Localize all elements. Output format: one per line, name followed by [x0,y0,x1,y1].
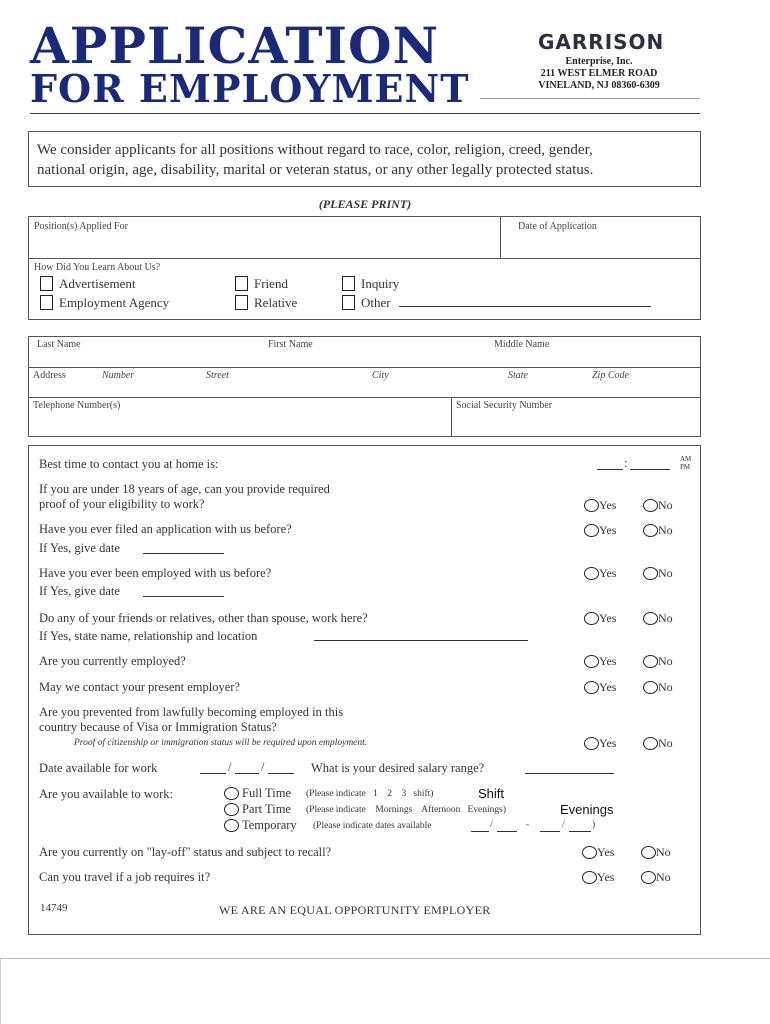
notice-line-1: We consider applicants for all positions without regard to race, color, religion, creed, gender, [37,142,593,158]
travel-no-label: No [656,870,671,884]
inquiry-label: Inquiry [361,276,400,291]
friends-no-label: No [658,611,673,625]
scan-edge-line [0,958,770,959]
employed-date-label: If Yes, give date [39,584,120,598]
full-time-value[interactable]: Shift [478,786,505,801]
prevented-yes-radio[interactable] [584,737,599,750]
question-contact-employer: May we contact your present employer? [39,680,240,694]
employed-before-yes-label: Yes [599,566,617,580]
option-advertisement[interactable] [40,276,136,296]
other-input-line[interactable] [399,306,651,307]
last-name-label: Last Name [37,339,81,350]
question-under-18-line1: If you are under 18 years of age, can you provide required [39,482,330,496]
question-employed-before: Have you ever been employed with us before? [39,566,272,580]
friend-checkbox[interactable] [235,276,248,291]
temporary-note: (Please indicate dates available [313,821,432,831]
date-available-slash-2: / [261,760,265,774]
position-row-line [28,258,701,259]
employed-before-no-label: No [658,566,673,580]
question-currently-employed: Are you currently employed? [39,654,186,668]
position-field[interactable] [34,234,494,256]
number-label: Number [102,370,135,381]
temp-slash-1: / [490,820,493,830]
other-checkbox[interactable] [342,295,355,310]
notice-box [28,131,701,187]
employed-before-yes-radio[interactable] [584,567,599,580]
option-friend[interactable] [235,276,288,296]
friends-yes-radio[interactable] [584,612,599,625]
advertisement-checkbox[interactable] [40,276,53,291]
learn-about-label: How Did You Learn About Us? [34,262,161,273]
currently-employed-no-radio[interactable] [643,655,658,668]
contact-employer-no-label: No [658,680,673,694]
temp-dash: - [526,820,530,830]
layoff-no-label: No [656,845,671,859]
currently-employed-yes-label: Yes [599,654,617,668]
date-application-field[interactable] [506,234,696,256]
temporary-label: Temporary [242,818,297,832]
under-18-yes-label: Yes [599,498,617,512]
under-18-no-radio[interactable] [643,499,658,512]
question-filed-before: Have you ever filed an application with us before? [39,522,292,536]
company-street: 211 WEST ELMER ROAD [540,68,658,79]
city-label: City [372,370,389,381]
am-label[interactable]: AM [680,455,692,463]
company-city: VINELAND, NJ 08360-6309 [538,80,660,91]
available-to-work-label: Are you available to work: [39,787,173,801]
header-divider [30,113,700,114]
travel-no-radio[interactable] [641,871,656,884]
filed-date-label: If Yes, give date [39,541,120,555]
please-print: (PLEASE PRINT) [318,197,412,211]
part-time-radio[interactable] [224,803,239,816]
full-time-label: Full Time [242,786,291,800]
title-for-employment: FOR EMPLOYMENT [30,66,470,111]
prevented-no-radio[interactable] [643,737,658,750]
employed-date-line[interactable] [143,596,224,597]
form-number: 14749 [40,902,68,914]
best-time-minute-line[interactable] [630,469,670,470]
company-logo: GARRISON [538,30,665,54]
friends-detail-label: If Yes, state name, relationship and location [39,629,258,643]
option-relative[interactable] [235,295,297,315]
friends-detail-line[interactable] [314,640,528,641]
date-available-label: Date available for work [39,761,158,775]
filed-yes-radio[interactable] [584,524,599,537]
temp-to-month-line[interactable] [540,831,560,832]
phone-ssn-divider [451,397,452,437]
employment-agency-label: Employment Agency [59,295,170,310]
first-name-label: First Name [268,339,313,350]
filed-no-label: No [658,523,673,537]
relative-checkbox[interactable] [235,295,248,310]
question-prevented-line1: Are you prevented from lawfully becoming employed in this [39,705,344,719]
telephone-field[interactable] [34,412,444,434]
ssn-field[interactable] [456,412,696,434]
zip-label: Zip Code [592,370,629,381]
under-18-no-label: No [658,498,673,512]
personal-row-line-2 [28,397,701,398]
question-layoff: Are you currently on "lay-off" status and subject to recall? [39,845,332,859]
question-friends-relatives: Do any of your friends or relatives, other than spouse, work here? [39,611,368,625]
date-application-label: Date of Application [518,221,597,232]
full-time-radio[interactable] [224,787,239,800]
layoff-yes-label: Yes [597,845,615,859]
title-application: APPLICATION [30,16,440,75]
equal-opportunity-footer: WE ARE AN EQUAL OPPORTUNITY EMPLOYER [219,903,491,917]
option-employment-agency[interactable] [40,295,169,315]
layoff-no-radio[interactable] [641,846,656,859]
option-other[interactable] [342,295,391,315]
date-available-year-line[interactable] [268,773,294,774]
address-label: Address [33,370,66,381]
prevented-note: Proof of citizenship or immigration status will be required upon employment. [74,738,368,748]
best-time-hour-line[interactable] [597,469,623,470]
currently-employed-no-label: No [658,654,673,668]
filed-yes-label: Yes [599,523,617,537]
filed-date-line[interactable] [143,553,224,554]
friends-no-radio[interactable] [643,612,658,625]
friend-label: Friend [254,276,288,291]
address-field[interactable] [34,381,694,396]
best-time-label: Best time to contact you at home is: [39,457,219,471]
salary-range-label: What is your desired salary range? [311,761,485,775]
option-inquiry[interactable] [342,276,399,296]
part-time-note: (Please indicate Mornings Afternoon Evenings) [306,805,506,815]
inquiry-checkbox[interactable] [342,276,355,291]
date-available-day-line[interactable] [235,773,259,774]
name-field[interactable] [34,350,694,366]
temporary-radio[interactable] [224,819,239,832]
other-label: Other [361,295,391,310]
middle-name-label: Middle Name [494,339,550,350]
prevented-yes-label: Yes [599,736,617,750]
temp-close-paren: ) [592,820,596,830]
notice-line-2: national origin, age, disability, marital or veteran status, or any other legally protected status. [37,162,594,178]
contact-employer-yes-label: Yes [599,680,617,694]
travel-yes-radio[interactable] [582,871,597,884]
full-time-note: (Please indicate 1 2 3 shift) [306,789,434,799]
best-time-colon: : [624,456,628,470]
salary-range-line[interactable] [525,773,614,774]
street-label: Street [206,370,229,381]
question-prevented-line2: country because of Visa or Immigration Status? [39,720,277,734]
telephone-label: Telephone Number(s) [33,400,121,411]
position-label: Position(s) Applied For [34,221,128,232]
currently-employed-yes-radio[interactable] [584,655,599,668]
scan-edge-left [0,958,1,1024]
header-accent-line [480,98,700,99]
prevented-no-label: No [658,736,673,750]
temp-slash-2: / [562,820,565,830]
position-divider [500,216,501,258]
ssn-label: Social Security Number [456,400,553,411]
employed-before-no-radio[interactable] [643,567,658,580]
friends-yes-label: Yes [599,611,617,625]
temp-to-day-line[interactable] [569,831,591,832]
travel-yes-label: Yes [597,870,615,884]
part-time-label: Part Time [242,802,291,816]
question-under-18-line2: proof of your eligibility to work? [39,497,205,511]
relative-label: Relative [254,295,298,310]
date-available-slash-1: / [228,760,232,774]
layoff-yes-radio[interactable] [582,846,597,859]
temp-from-day-line[interactable] [497,831,517,832]
employment-agency-checkbox[interactable] [40,295,53,310]
pm-label[interactable]: PM [680,463,691,471]
contact-employer-no-radio[interactable] [643,681,658,694]
state-label: State [508,370,528,381]
company-name: Enterprise, Inc. [565,56,633,67]
temp-from-month-line[interactable] [471,831,489,832]
advertisement-label: Advertisement [59,276,136,291]
contact-employer-yes-radio[interactable] [584,681,599,694]
part-time-value[interactable]: Evenings [560,802,614,817]
question-travel: Can you travel if a job requires it? [39,870,211,884]
filed-no-radio[interactable] [643,524,658,537]
under-18-yes-radio[interactable] [584,499,599,512]
date-available-month-line[interactable] [200,773,226,774]
personal-row-line-1 [28,367,701,368]
